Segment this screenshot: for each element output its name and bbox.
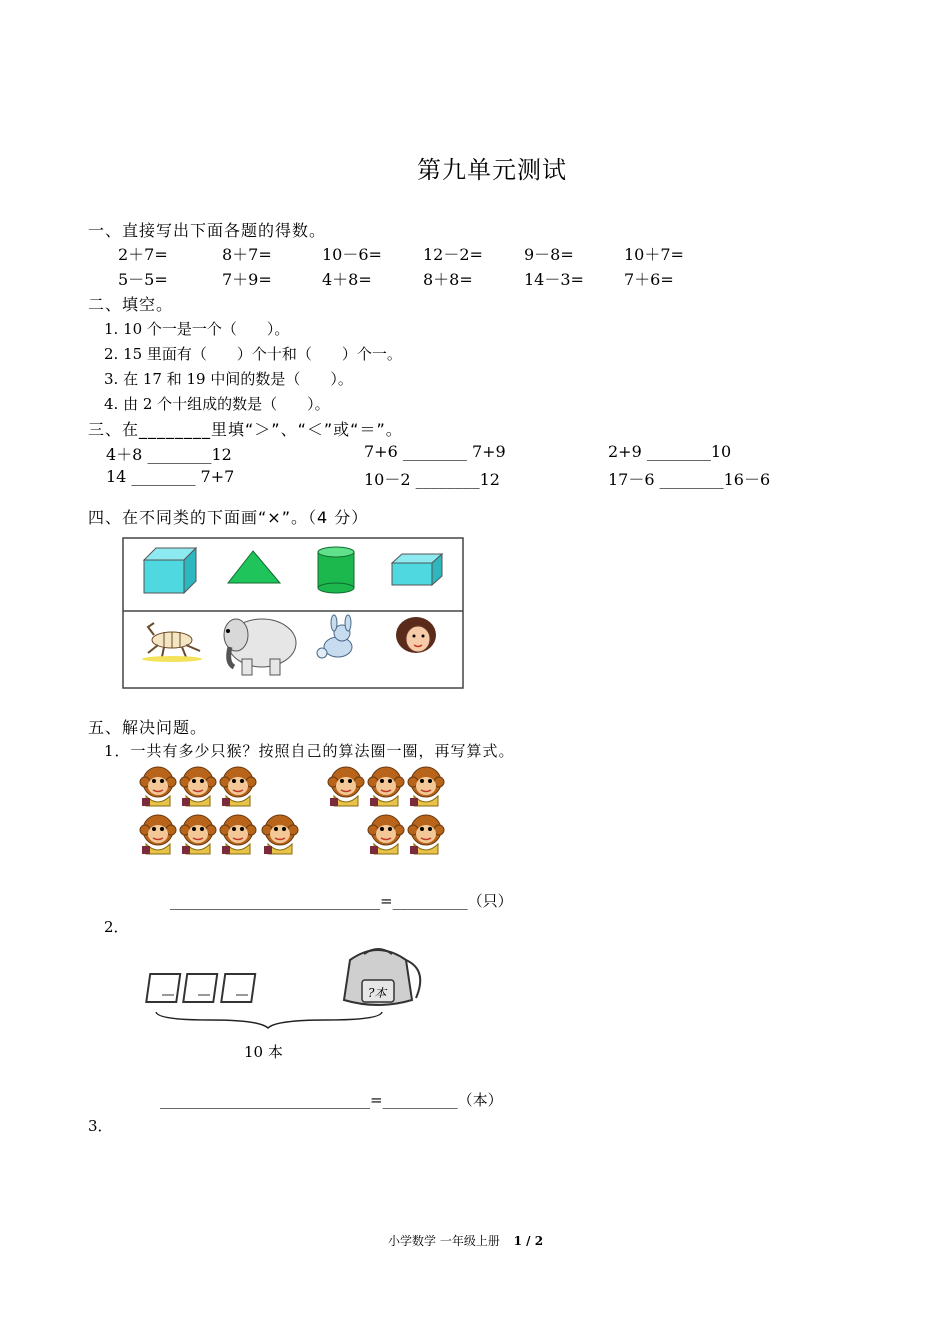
footer-text: 小学数学 一年级上册 (388, 1234, 500, 1248)
fill-item: 2. 15 里面有（ ）个十和（ ）个一。 (104, 345, 402, 363)
monkey-icon (368, 767, 404, 806)
compare-item: 17－6 ________16－6 (608, 470, 771, 489)
book-icon (221, 974, 255, 1002)
monkey-icon (220, 767, 256, 806)
monkey-icon (408, 815, 444, 854)
monkey-icon (220, 815, 256, 854)
total-books-label: 10 本 (244, 1043, 283, 1061)
equation: 8＋7= (222, 245, 272, 264)
equation: 12－2= (423, 245, 483, 264)
section-1-heading: 一、直接写出下面各题的得数。 (88, 221, 327, 240)
monkey-icon (140, 815, 176, 854)
equation: 10－6= (322, 245, 382, 264)
rabbit-icon (317, 615, 352, 658)
footer (388, 1232, 543, 1249)
equation: 4＋8= (322, 270, 372, 289)
monkey-icon (328, 767, 364, 806)
girl-icon (396, 617, 436, 653)
monkey-icon (180, 767, 216, 806)
compare-item: 10－2 ________12 (364, 470, 500, 489)
equation: 5－5= (118, 270, 168, 289)
monkey-group (140, 766, 450, 858)
cuboid-icon (392, 554, 442, 585)
section-2-heading: 二、填空。 (88, 295, 174, 314)
section-3-heading: 三、在________里填“＞”、“＜”或“＝”。 (88, 420, 403, 439)
equation: 9－8= (524, 245, 574, 264)
books-and-bag-figure (150, 940, 430, 1030)
monkey-icon (140, 767, 176, 806)
cube-icon (144, 548, 196, 593)
section-4-heading: 四、在不同类的下面画“×”。（4 分） (88, 508, 369, 527)
classification-table (120, 535, 466, 693)
equation: 2＋7= (118, 245, 168, 264)
cylinder-icon (318, 547, 354, 593)
fill-item: 1. 10 个一是一个（ ）。 (104, 320, 290, 338)
compare-item: 14 ________ 7+7 (106, 467, 235, 486)
monkey-icon (368, 815, 404, 854)
equation: 7＋9= (222, 270, 272, 289)
brace (156, 1012, 382, 1028)
book-icon (146, 974, 180, 1002)
book-icon (183, 974, 217, 1002)
section-5-heading: 五、解决问题。 (88, 718, 208, 737)
backpack-icon (344, 949, 420, 1005)
equation: 10＋7= (624, 245, 684, 264)
page-title: 第九单元测试 (417, 156, 567, 184)
bag-label: ?本 (368, 986, 387, 1000)
compare-item: 4＋8 ________12 (106, 445, 232, 464)
fill-item: 4. 由 2 个十组成的数是（ ）。 (104, 395, 330, 413)
page-number: 1 / 2 (513, 1234, 544, 1248)
elephant-icon (224, 619, 296, 675)
equation: 14－3= (524, 270, 584, 289)
question-1-answer-line: ____________________________=__________（只） (170, 892, 513, 910)
equation: 7＋6= (624, 270, 674, 289)
fill-item: 3. 在 17 和 19 中间的数是（ ）。 (104, 370, 353, 388)
compare-item: 2+9 ________10 (608, 442, 732, 461)
equation: 8＋8= (423, 270, 473, 289)
zebra-icon (142, 623, 202, 662)
monkey-icon (262, 815, 298, 854)
question-2: 2． (104, 918, 129, 936)
triangle-icon (228, 551, 280, 583)
monkey-icon (408, 767, 444, 806)
question-3: 3． (88, 1117, 113, 1135)
compare-item: 7+6 ________ 7+9 (364, 442, 506, 461)
monkey-icon (180, 815, 216, 854)
question-1: 1．一共有多少只猴？按照自己的算法圈一圈，再写算式。 (104, 742, 515, 760)
question-2-answer-line: ____________________________=__________（本） (160, 1091, 503, 1109)
